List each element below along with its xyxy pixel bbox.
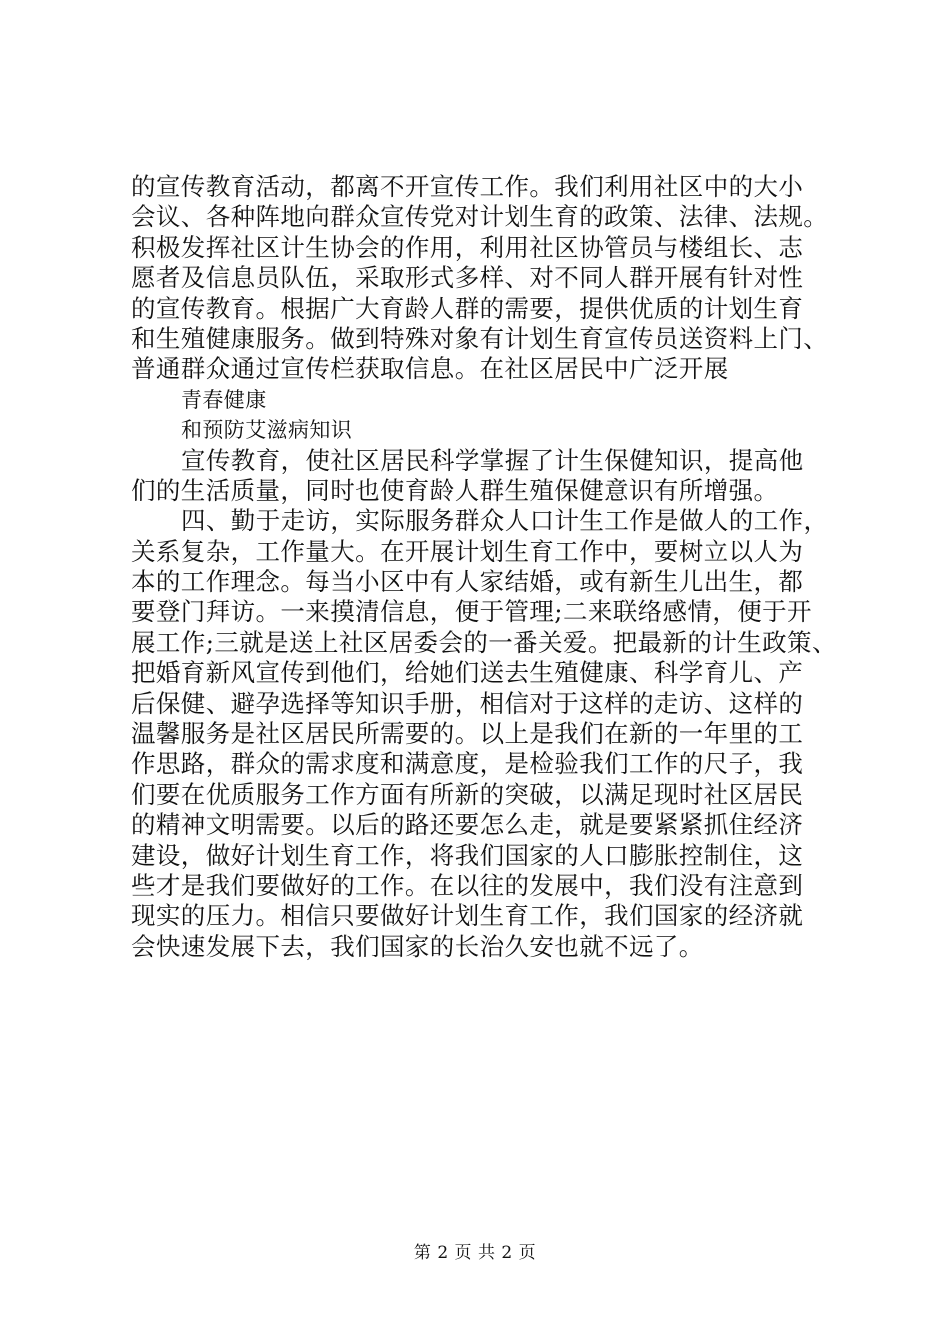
text-line: 要登门拜访。一来摸清信息，便于管理;二来联络感情，便于开 [131,597,812,627]
text-line: 现实的压力。相信只要做好计划生育工作，我们国家的经济就 [131,901,804,931]
text-line: 会议、各种阵地向群众宣传党对计划生育的政策、法律、法规。 [131,202,829,232]
text-line: 四、勤于走访，实际服务群众人口计生工作是做人的工作， [181,506,829,536]
text-line: 把婚育新风宣传到他们，给她们送去生殖健康、科学育儿、产 [131,658,804,688]
body-text [131,172,837,962]
text-line: 青春健康 [181,387,267,412]
text-line: 温馨服务是社区居民所需要的。以上是我们在新的一年里的工 [131,719,804,749]
text-line: 的精神文明需要。以后的路还要怎么走，就是要紧紧抓住经济 [131,810,804,840]
text-line: 宣传教育，使社区居民科学掌握了计生保健知识，提高他 [181,445,804,475]
text-line: 些才是我们要做好的工作。在以往的发展中，我们没有注意到 [131,870,804,900]
text-line: 和生殖健康服务。做到特殊对象有计划生育宣传员送资料上门、 [131,323,829,353]
text-line: 普通群众通过宣传栏获取信息。在社区居民中广泛开展 [131,354,729,384]
text-line: 和预防艾滋病知识 [181,418,353,443]
text-line: 作思路，群众的需求度和满意度，是检验我们工作的尺子，我 [131,749,804,779]
page-number-footer: 第 2 页 共 2 页 [413,1243,537,1263]
text-line: 建设，做好计划生育工作，将我们国家的人口膨胀控制住，这 [131,840,804,870]
text-line: 展工作;三就是送上社区居委会的一番关爱。把最新的计生政策、 [131,627,837,657]
text-line: 的宣传教育。根据广大育龄人群的需要，提供优质的计划生育 [131,293,804,323]
text-line: 的宣传教育活动，都离不开宣传工作。我们利用社区中的大小 [131,172,804,201]
text-line: 会快速发展下去，我们国家的长治久安也就不远了。 [131,931,704,961]
text-line: 本的工作理念。每当小区中有人家结婚，或有新生儿出生，都 [131,567,804,597]
text-line: 关系复杂，工作量大。在开展计划生育工作中，要树立以人为 [131,536,804,566]
text-line: 后保健、避孕选择等知识手册，相信对于这样的走访、这样的 [131,688,804,718]
text-line: 愿者及信息员队伍，采取形式多样、对不同人群开展有针对性 [131,263,804,293]
text-line: 积极发挥社区计生协会的作用，利用社区协管员与楼组长、志 [131,232,804,262]
text-line: 们要在优质服务工作方面有所新的突破，以满足现时社区居民 [131,779,804,809]
text-line: 们的生活质量，同时也使育龄人群生殖保健意识有所增强。 [131,475,779,505]
